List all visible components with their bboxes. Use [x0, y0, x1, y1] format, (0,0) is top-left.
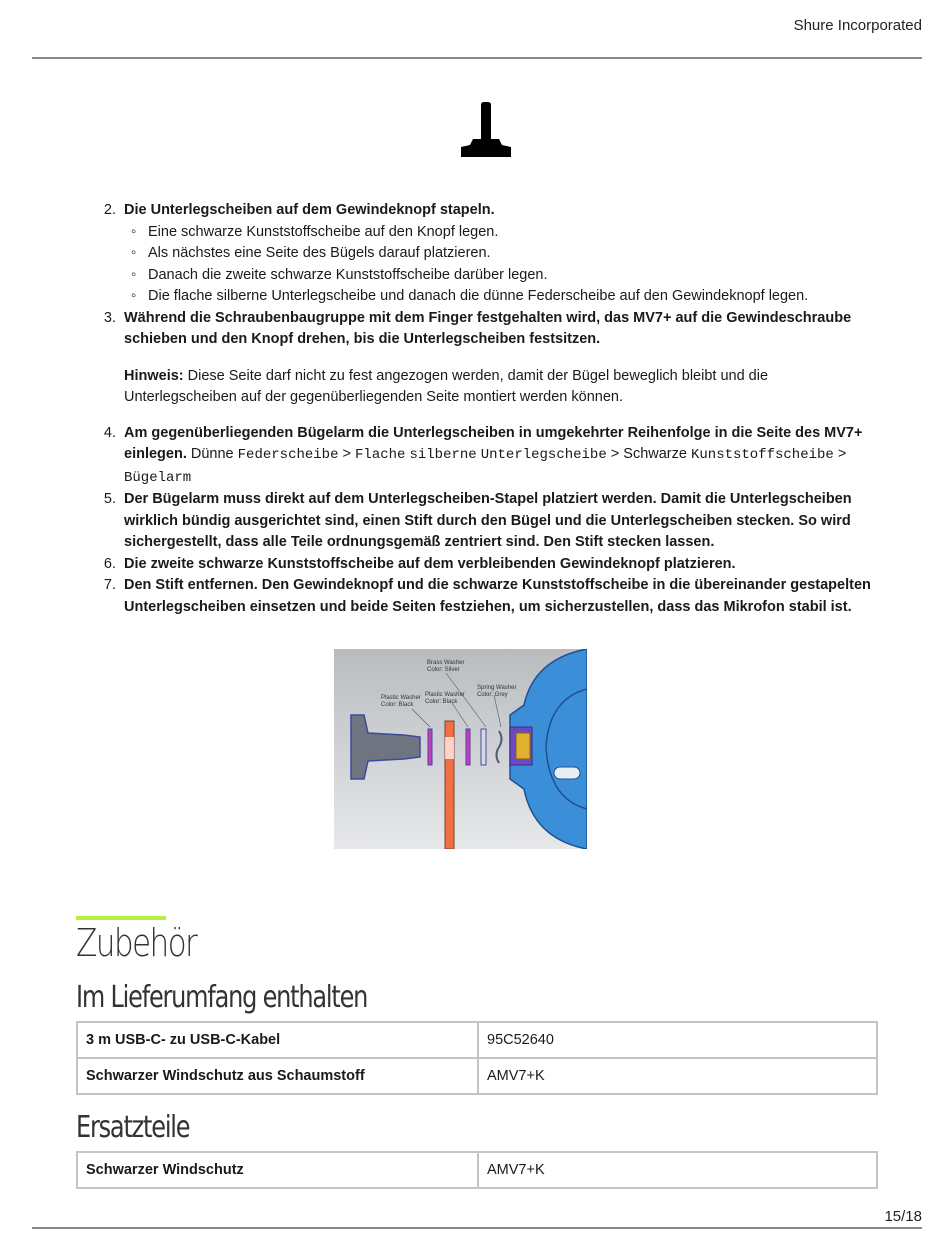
step-body — [124, 423, 880, 490]
step-number: 4. — [103, 424, 116, 441]
seq-word: Kunststoffscheibe — [690, 447, 834, 463]
company-name: Shure Incorporated — [793, 17, 922, 34]
sub-steps — [124, 222, 880, 308]
step-number: 6. — [103, 555, 116, 572]
plastic-washer-label: Plastic Washer — [381, 695, 421, 701]
step-6 — [90, 554, 880, 576]
seq-word: Unterlegscheibe — [480, 447, 607, 463]
spring-washer-label: Spring Washer — [477, 685, 517, 691]
step-heading: Die zweite schwarze Kunststoffscheibe auf dem verbleibenden Gewindeknopf platzieren. — [124, 555, 736, 572]
brass-washer-color: Color: Silver — [427, 667, 460, 673]
included-title: Im Lieferumfang enthalten — [76, 980, 368, 1015]
brass-insert-part — [516, 733, 530, 759]
spares-title: Ersatzteile — [76, 1110, 190, 1145]
note — [124, 366, 880, 409]
plastic-washer-part — [428, 729, 432, 765]
step-heading: Während die Schraubenbaugruppe mit dem Finger festgehalten wird, das MV7+ auf die Gewindeschraube schieben und den Knopf drehen, bis die Unterlegscheiben festsitzen. — [124, 309, 852, 347]
brass-washer-label: Brass Washer — [427, 660, 465, 666]
seq-word: silberne — [409, 447, 477, 463]
seq-word: Flache — [355, 447, 406, 463]
step-5 — [90, 489, 880, 554]
step-heading: Die Unterlegscheiben auf dem Gewindeknopf stapeln. — [124, 202, 495, 218]
plastic-washer-color: Color: Black — [425, 699, 458, 705]
header-divider — [32, 57, 922, 59]
plastic-washer-label: Plastic Washer — [425, 692, 465, 698]
assembly-steps — [90, 200, 880, 618]
included-parts-table — [76, 1021, 878, 1095]
table-row — [77, 1022, 877, 1058]
step-number: 5. — [103, 491, 116, 507]
note-label: Hinweis: — [124, 367, 184, 384]
sub-step: ◦ Eine schwarze Kunststoffscheibe auf den Knopf legen. — [124, 222, 880, 244]
brass-washer-part — [481, 729, 486, 765]
section-accent-bar — [76, 916, 166, 920]
sub-step: ◦ Die flache silberne Unterlegscheibe und danach die dünne Federscheibe auf den Gewindeknopf legen. — [124, 286, 880, 308]
microphone-slot — [554, 767, 580, 779]
part-number: 95C52640 — [478, 1022, 877, 1058]
knob-icon — [459, 101, 513, 157]
step-3 — [90, 308, 880, 409]
part-number: AMV7+K — [478, 1058, 877, 1094]
step-heading: Am gegenüberliegenden Bügelarm die Unterlegscheiben in umgekehrter Reihenfolge in die Seite des MV7+ einlegen. — [124, 424, 863, 462]
step-number: 7. — [103, 577, 116, 593]
seq-separator: > — [837, 446, 847, 462]
washer-assembly-diagram — [334, 649, 587, 849]
step-number: 3. — [103, 309, 116, 326]
step-2 — [90, 200, 880, 308]
seq-word: Schwarze — [623, 446, 687, 462]
seq-separator: > — [610, 446, 620, 462]
part-name: Schwarzer Windschutz — [77, 1152, 478, 1188]
footer-divider — [32, 1227, 922, 1229]
step-4 — [90, 423, 880, 490]
sub-step: ◦ Danach die zweite schwarze Kunststoffscheibe darüber legen. — [124, 265, 880, 287]
page-number: 15/18 — [884, 1208, 922, 1225]
seq-word: Federscheibe — [237, 447, 339, 463]
yoke-arm-hole — [445, 737, 454, 759]
step-heading: Der Bügelarm muss direkt auf dem Unterlegscheiben-Stapel platziert werden. Damit die Unterlegscheiben wirklich bündig ausgerichtet sind, einen Stift durch den Bügel und die Unterlegscheiben stecken. So wird sichergestellt, dass alle Teile ordnungsgemäß zentriert sind. Den Stift stecken lassen. — [124, 491, 852, 550]
part-name: Schwarzer Windschutz aus Schaumstoff — [77, 1058, 478, 1094]
plastic-washer-color: Color: Black — [381, 702, 414, 708]
section-title: Zubehör — [76, 921, 197, 965]
spare-parts-table — [76, 1151, 878, 1189]
part-number: AMV7+K — [478, 1152, 877, 1188]
spring-washer-color: Color: Grey — [477, 692, 508, 698]
seq-word: Dünne — [190, 446, 234, 462]
step-number: 2. — [103, 202, 116, 218]
part-name: 3 m USB-C- zu USB-C-Kabel — [77, 1022, 478, 1058]
table-row — [77, 1152, 877, 1188]
table-row — [77, 1058, 877, 1094]
sub-step: ◦ Als nächstes eine Seite des Bügels darauf platzieren. — [124, 243, 880, 265]
seq-word: Bügelarm — [124, 469, 192, 486]
plastic-washer-part — [466, 729, 470, 765]
note-text: Diese Seite darf nicht zu fest angezogen werden, damit der Bügel beweglich bleibt und die Unterlegscheiben auf der gegenüberliegenden Seite montiert werden können. — [124, 367, 769, 405]
step-heading: Den Stift entfernen. Den Gewindeknopf und die schwarze Kunststoffscheibe in die übereinander gestapelten Unterlegscheiben einsetzen und beide Seiten festziehen, um sicherzustellen, dass das Mikrofon stabil ist. — [124, 577, 871, 615]
step-7 — [90, 575, 880, 618]
seq-separator: > — [342, 446, 351, 462]
